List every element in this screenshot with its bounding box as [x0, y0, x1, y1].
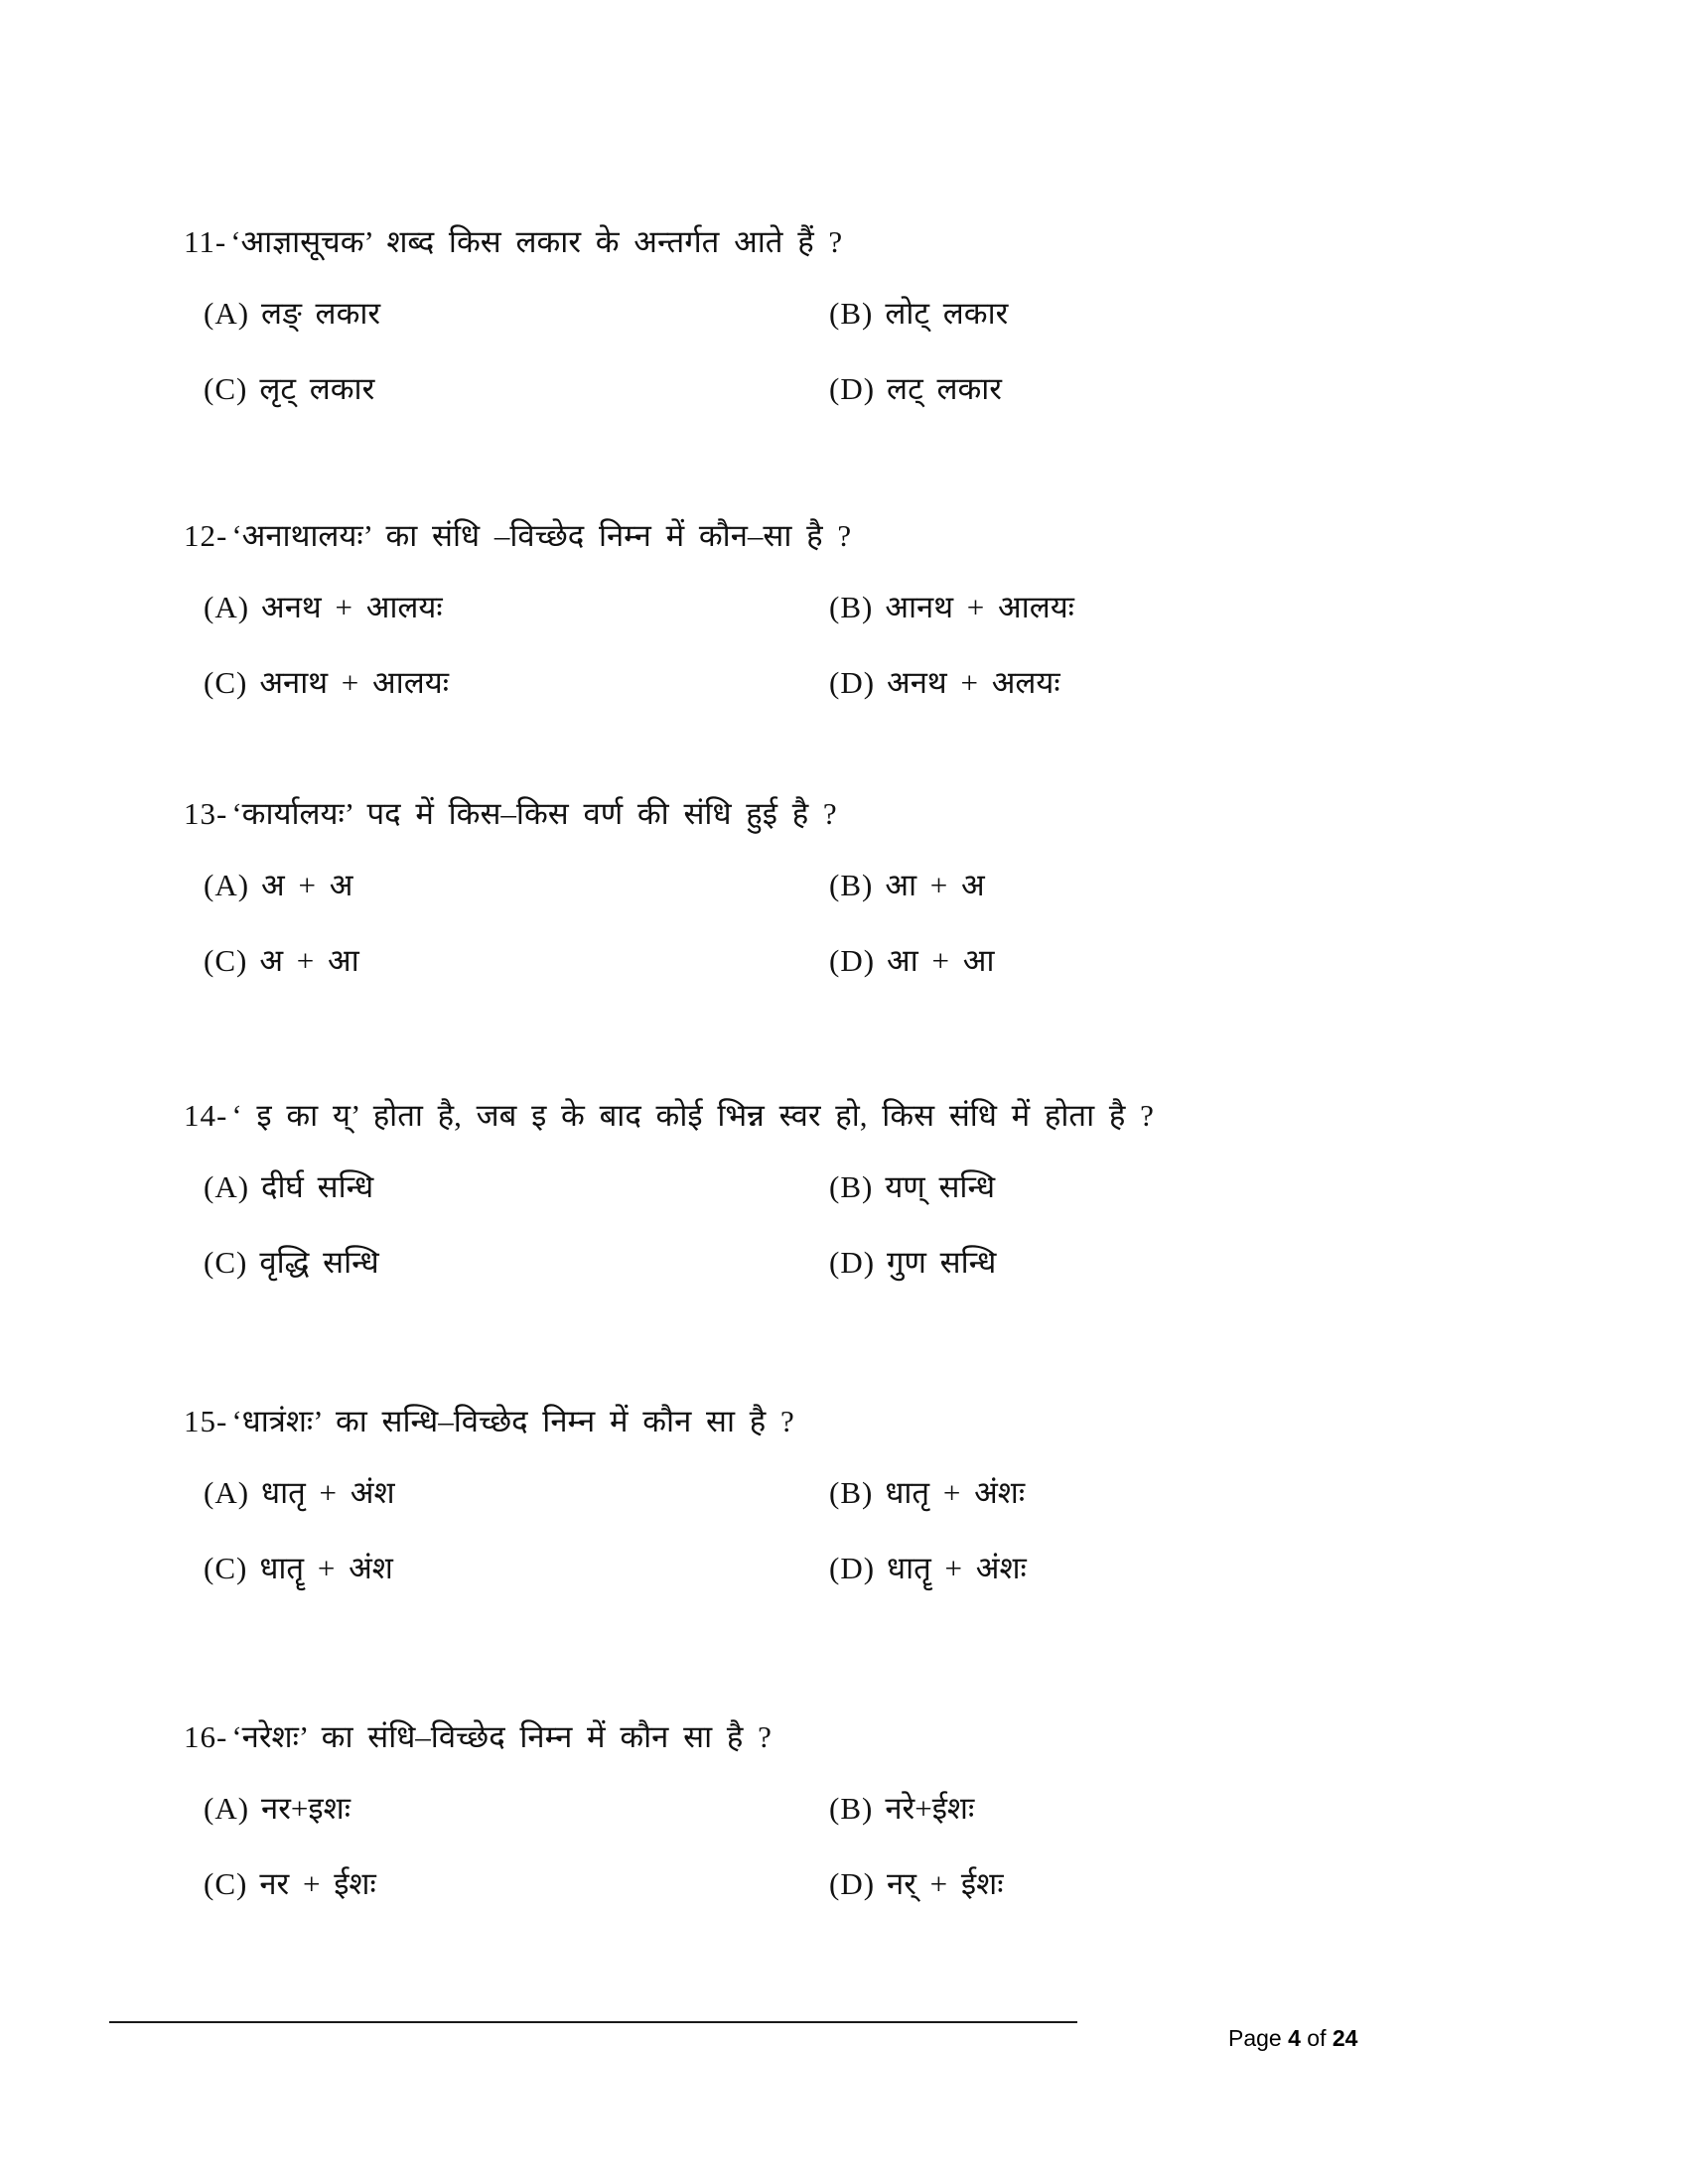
question-text: ‘नरेशः’ का संधि–विच्छेद निम्न में कौन सा है ? — [231, 1719, 772, 1754]
option-text: लृट् लकार — [259, 371, 375, 406]
question-number: 12- — [184, 518, 228, 553]
option-text: अ + अ — [261, 868, 353, 902]
option-text: लङ् लकार — [261, 296, 381, 331]
question-16 — [184, 1715, 1465, 1906]
option-text: लोट् लकार — [885, 296, 1009, 331]
option-label: (A) — [204, 1475, 250, 1510]
option-label: (A) — [204, 1169, 250, 1204]
option-b — [829, 1787, 974, 1831]
option-label: (A) — [204, 296, 250, 331]
option-label: (D) — [829, 1245, 876, 1280]
option-text: धातृ + अंशः — [885, 1475, 1026, 1510]
question-15 — [184, 1400, 1465, 1590]
question-number: 16- — [184, 1719, 228, 1754]
option-a — [184, 292, 829, 336]
options-row-ab — [184, 586, 1465, 629]
option-label: (A) — [204, 590, 250, 624]
option-b — [829, 292, 1008, 336]
options-row-ab — [184, 1165, 1465, 1209]
question-text-line — [184, 220, 1465, 264]
option-label: (C) — [204, 1551, 248, 1585]
option-text: लट् लकार — [887, 371, 1002, 406]
option-label: (D) — [829, 1866, 876, 1901]
options-row-cd — [184, 1547, 1465, 1590]
option-text: अनथ + आलयः — [261, 590, 443, 624]
option-a — [184, 864, 829, 907]
option-c — [184, 1241, 829, 1285]
option-b — [829, 864, 985, 907]
options-row-cd — [184, 1241, 1465, 1285]
page-number — [1228, 2025, 1357, 2052]
page-number-current: 4 — [1288, 2025, 1301, 2051]
question-text-line — [184, 1094, 1465, 1138]
option-label: (B) — [829, 1791, 874, 1826]
option-text: अनथ + अलयः — [887, 665, 1060, 700]
option-d — [829, 1547, 1027, 1590]
question-text: ‘अनाथालयः’ का संधि –विच्छेद निम्न में कौन–सा है ? — [231, 518, 852, 553]
options-row-cd — [184, 367, 1465, 411]
option-label: (B) — [829, 590, 874, 624]
option-d — [829, 1862, 1003, 1906]
question-text: ‘ इ का य्’ होता है, जब इ के बाद कोई भिन्न स्वर हो, किस संधि में होता है ? — [231, 1098, 1154, 1133]
option-text: अनाथ + आलयः — [259, 665, 449, 700]
option-text: अ + आ — [259, 943, 359, 978]
question-number: 15- — [184, 1404, 228, 1438]
option-label: (B) — [829, 296, 874, 331]
option-c — [184, 661, 829, 705]
option-label: (C) — [204, 1866, 248, 1901]
question-text-line — [184, 1715, 1465, 1759]
option-label: (B) — [829, 868, 874, 902]
question-14 — [184, 1094, 1465, 1285]
option-d — [829, 367, 1002, 411]
option-label: (A) — [204, 868, 250, 902]
question-11 — [184, 220, 1465, 411]
option-label: (B) — [829, 1475, 874, 1510]
question-text: ‘कार्यालयः’ पद में किस–किस वर्ण की संधि हुई है ? — [231, 796, 837, 831]
option-text: नर + ईशः — [259, 1866, 376, 1901]
question-number: 14- — [184, 1098, 228, 1133]
option-text: धातॄ + अंशः — [887, 1551, 1027, 1585]
option-text: दीर्घ सन्धि — [261, 1169, 374, 1204]
option-a — [184, 1471, 829, 1515]
option-label: (D) — [829, 1551, 876, 1585]
option-d — [829, 661, 1060, 705]
option-label: (B) — [829, 1169, 874, 1204]
option-label: (D) — [829, 371, 876, 406]
page-number-of: of — [1300, 2025, 1333, 2051]
option-text: धातृ + अंश — [261, 1475, 395, 1510]
options-row-cd — [184, 1862, 1465, 1906]
question-text: ‘आज्ञासूचक’ शब्द किस लकार के अन्तर्गत आते हैं ? — [230, 224, 843, 259]
option-b — [829, 1471, 1025, 1515]
option-b — [829, 1165, 995, 1209]
options-row-cd — [184, 661, 1465, 705]
option-text: धातॄ + अंश — [259, 1551, 393, 1585]
option-label: (C) — [204, 371, 248, 406]
option-text: वृद्धि सन्धि — [259, 1245, 379, 1280]
page-number-prefix: Page — [1228, 2025, 1289, 2051]
question-13 — [184, 792, 1465, 983]
question-number: 13- — [184, 796, 228, 831]
footer-divider — [109, 2021, 1077, 2023]
options-row-ab — [184, 1471, 1465, 1515]
option-d — [829, 939, 994, 983]
options-row-ab — [184, 864, 1465, 907]
option-text: नरे+ईशः — [885, 1791, 975, 1826]
option-c — [184, 367, 829, 411]
option-label: (D) — [829, 665, 876, 700]
option-label: (C) — [204, 1245, 248, 1280]
option-c — [184, 1862, 829, 1906]
option-text: गुण सन्धि — [887, 1245, 997, 1280]
option-text: नर+इशः — [261, 1791, 351, 1826]
option-label: (D) — [829, 943, 876, 978]
question-text-line — [184, 792, 1465, 836]
option-text: यण् सन्धि — [885, 1169, 996, 1204]
option-text: आनथ + आलयः — [885, 590, 1074, 624]
option-b — [829, 586, 1074, 629]
options-row-cd — [184, 939, 1465, 983]
option-a — [184, 1165, 829, 1209]
option-label: (C) — [204, 665, 248, 700]
option-a — [184, 1787, 829, 1831]
option-d — [829, 1241, 996, 1285]
option-text: आ + आ — [887, 943, 995, 978]
option-label: (A) — [204, 1791, 250, 1826]
options-row-ab — [184, 1787, 1465, 1831]
option-text: नर् + ईशः — [887, 1866, 1004, 1901]
option-c — [184, 1547, 829, 1590]
option-c — [184, 939, 829, 983]
option-label: (C) — [204, 943, 248, 978]
option-text: आ + अ — [885, 868, 985, 902]
question-12 — [184, 514, 1465, 705]
options-row-ab — [184, 292, 1465, 336]
question-text-line — [184, 1400, 1465, 1443]
page-number-total: 24 — [1332, 2025, 1358, 2051]
question-text: ‘धात्रंशः’ का सन्धि–विच्छेद निम्न में कौन सा है ? — [231, 1404, 794, 1438]
question-text-line — [184, 514, 1465, 558]
option-a — [184, 586, 829, 629]
question-number: 11- — [184, 224, 227, 259]
